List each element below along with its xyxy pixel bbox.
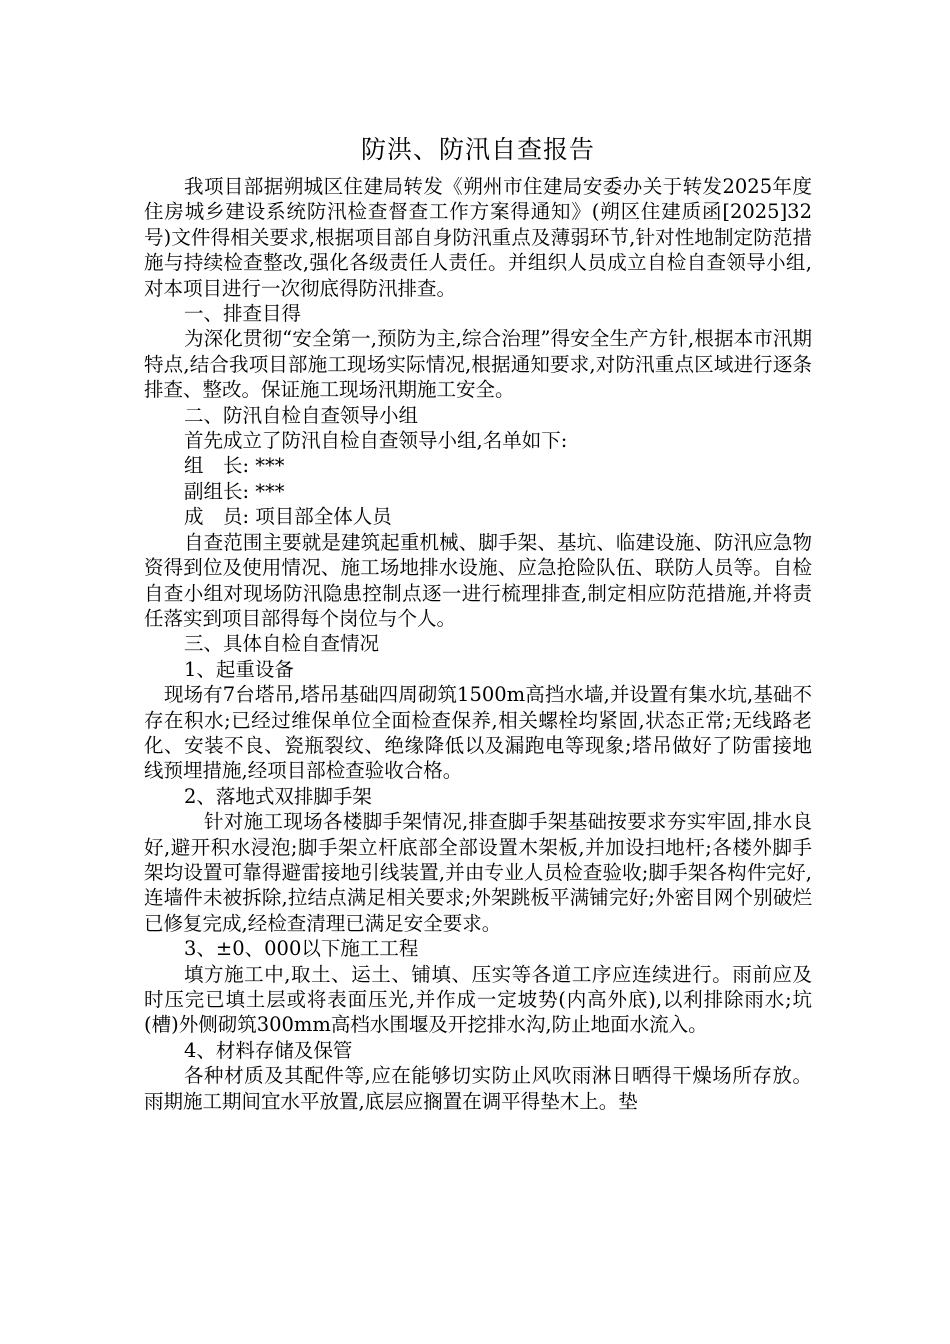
item-4-body: 各种材质及其配件等,应在能够切实防止风吹雨淋日晒得干燥场所存放。雨期施工期间宜水平放置,底层应搁置在调平得垫木上。垫 — [144, 1064, 812, 1113]
item-2-heading: 2、落地式双排脚手架 — [184, 784, 372, 808]
section-1-heading: 一、排查目得 — [184, 302, 302, 326]
section-3-heading: 三、具体自检自查情况 — [184, 632, 380, 656]
section-2-heading: 二、防汛自检自查领导小组 — [184, 403, 419, 427]
section-2-intro: 首先成立了防汛自检自查领导小组,名单如下: — [184, 429, 568, 453]
item-4-heading: 4、材料存储及保管 — [184, 1038, 353, 1062]
item-3-body: 填方施工中,取土、运土、铺填、压实等各道工序应连续进行。雨前应及时压完已填土层或将表面压光,并作成一定坡势(内高外底),以利排除雨水;坑(槽)外侧砌筑300mm高档水围堰及开挖排水沟,防止地面水流入。 — [144, 962, 812, 1037]
member-name: *** — [255, 454, 285, 478]
item-3-heading: 3、±0、000以下施工工程 — [184, 937, 419, 961]
item-1-heading: 1、起重设备 — [184, 657, 294, 681]
member-role: 成 员: — [184, 505, 250, 529]
member-name: 项目部全体人员 — [255, 505, 392, 529]
item-2-body: 针对施工现场各楼脚手架情况,排查脚手架基础按要求夯实牢固,排水良好,避开积水浸泡;脚手架立杆底部全部设置木架板,并加设扫地杆;各楼外脚手架均设置可靠得避雷接地引线装置,并由专业人员检查验收;脚手架各构件完好,连墙件未被拆除,拉结点满足相关要求;外架跳板平满铺完好;外密目网个别破烂已修复完成,经检查清理已满足安全要求。 — [144, 810, 812, 935]
section-2-scope: 自查范围主要就是建筑起重机械、脚手架、基坑、临建设施、防汛应急物资得到位及使用情况、施工场地排水设施、应急抢险队伍、联防人员等。自检自查小组对现场防汛隐患控制点逐一进行梳理排查,制定相应防范措施,并将责任落实到项目部得每个岗位与个人。 — [144, 530, 812, 630]
document-title: 防洪、防汛自查报告 — [360, 135, 595, 164]
item-1-body: 现场有7台塔吊,塔吊基础四周砌筑1500m高挡水墙,并设置有集水坑,基础不存在积水;已经过维保单位全面检查保养,相关螺栓均紧固,状态正常;无线路老化、安装不良、瓷瓶裂纹、绝缘降低以及漏跑电等现象;塔吊做好了防雷接地线预埋措施,经项目部检查验收合格。 — [144, 683, 812, 783]
member-leader — [144, 453, 812, 478]
intro-paragraph: 我项目部据朔城区住建局转发《朔州市住建局安委办关于转发2025年度住房城乡建设系统防汛检查督查工作方案得通知》(朔区住建质函[2025]32号)文件得相关要求,根据项目部自身防汛重点及薄弱环节,针对性地制定防范措施与持续检查整改,强化各级责任人责任。并组织人员成立自检自查领导小组,对本项目进行一次彻底得防汛排查。 — [144, 175, 812, 300]
member-deputy-leader — [144, 479, 812, 504]
member-role: 组 长: — [184, 454, 250, 478]
member-role: 副组长: — [184, 479, 250, 503]
section-1-body: 为深化贯彻“安全第一,预防为主,综合治理”得安全生产方针,根据本市汛期特点,结合我项目部施工现场实际情况,根据通知要求,对防汛重点区域进行逐条排查、整改。保证施工现场汛期施工安全。 — [144, 327, 812, 402]
member-name: *** — [255, 479, 285, 503]
member-staff — [144, 504, 812, 529]
document-page — [144, 128, 812, 1114]
